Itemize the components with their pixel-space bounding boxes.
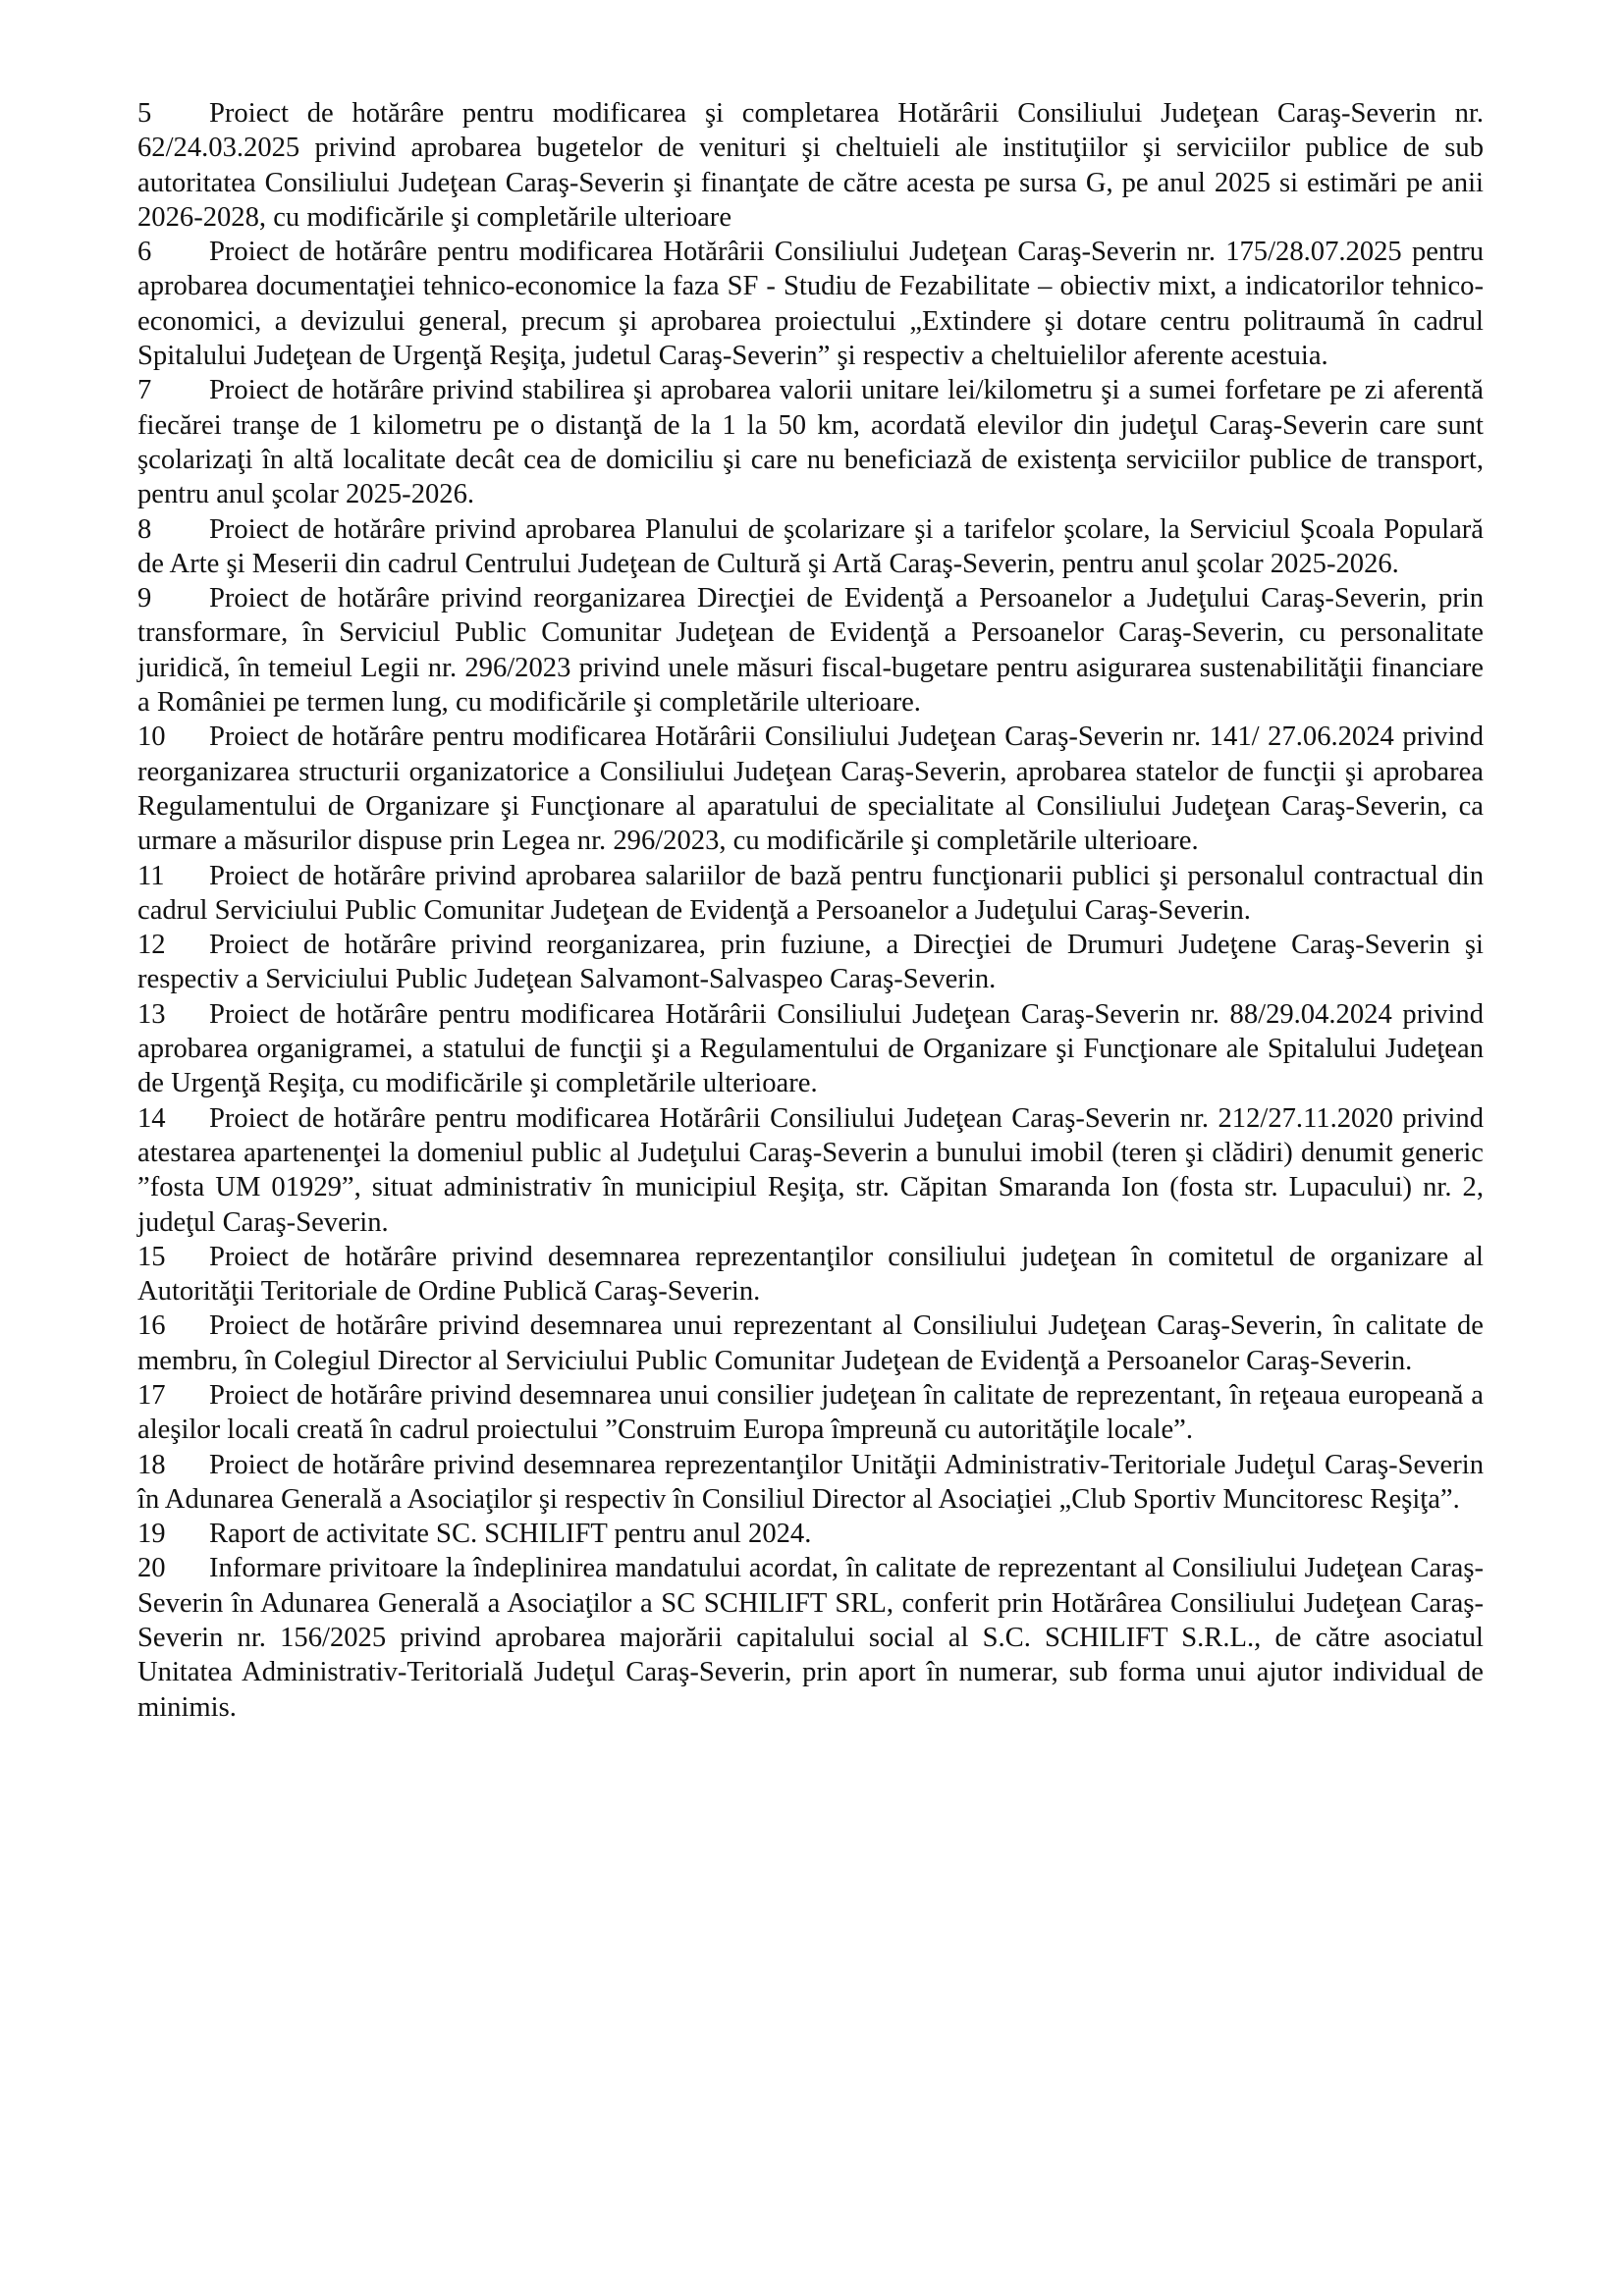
item-number: 8	[137, 513, 152, 545]
item-number: 10	[137, 721, 166, 753]
item-text: Proiect de hotărâre privind stabilirea şi aprobarea valorii unitare lei/kilometru şi a sumei forfetare pe zi aferentă fiecărei tranşe de 1 kilometru pe o distanţă de la 1 la 50 km, acordată elevilor din judeţul Caraş-Severin care sunt şcolarizaţi în altă localitate decât cea de domiciliu şi care nu beneficiază de existenţa serviciilor publice de transport, pentru anul şcolar 2025-2026.	[137, 375, 1484, 510]
item-number: 17	[137, 1379, 166, 1411]
agenda-list	[137, 96, 1484, 1725]
item-number: 11	[137, 860, 165, 891]
agenda-item-15	[137, 1240, 1484, 1309]
item-text: Proiect de hotărâre privind reorganizarea Direcţiei de Evidenţă a Persoanelor a Judeţului Caraş-Severin, prin transformare, în Serviciul Public Comunitar Judeţean de Evidenţă a Persoanelor Caraş-Severin, cu personalitate juridică, în temeiul Legii nr. 296/2023 privind unele măsuri fiscal-bugetare pentru asigurarea sustenabilităţii financiare a României pe termen lung, cu modificările şi completările ulterioare.	[137, 583, 1484, 719]
item-number: 18	[137, 1449, 166, 1480]
item-text: Proiect de hotărâre pentru modificarea Hotărârii Consiliului Judeţean Caraş-Severin nr. 88/29.04.2024 privind aprobarea organigramei, a statului de funcţii şi a Regulamentului de Organizare şi Funcţionare ale Spitalului Judeţean de Urgenţă Reşiţa, cu modificările şi completările ulterioare.	[137, 998, 1484, 1099]
agenda-item-14	[137, 1101, 1484, 1240]
agenda-item-11	[137, 859, 1484, 929]
item-number: 12	[137, 930, 166, 961]
agenda-item-16	[137, 1308, 1484, 1378]
item-text: Proiect de hotărâre privind desemnarea unui consilier judeţean în calitate de reprezentant, în reţeaua europeană a aleşilor locali creată în cadrul proiectului ”Construim Europa împreună cu autorităţile locale”.	[137, 1379, 1484, 1446]
item-text: Proiect de hotărâre privind reorganizarea, prin fuziune, a Direcţiei de Drumuri Judeţene Caraş-Severin şi respectiv a Serviciului Public Judeţean Salvamont-Salvaspeo Caraş-Severin.	[137, 930, 1484, 995]
agenda-item-12	[137, 928, 1484, 997]
item-number: 5	[137, 98, 152, 129]
agenda-item-9	[137, 581, 1484, 720]
agenda-item-19	[137, 1517, 1484, 1551]
item-text: Raport de activitate SC. SCHILIFT pentru anul 2024.	[209, 1519, 812, 1550]
item-text: Proiect de hotărâre pentru modificarea Hotărârii Consiliului Judeţean Caraş-Severin nr. 175/28.07.2025 pentru aprobarea documentaţiei tehnico-economice la faza SF - Studiu de Fezabilitate – obiectiv mixt, a indicatorilor tehnico-economici, a devizului general, precum şi aprobarea proiectului „Extindere şi dotare centru politraumă în cadrul Spitalului Judeţean de Urgenţă Reşiţa, judetul Caraş-Severin” şi respectiv a cheltuielilor aferente acestuia.	[137, 237, 1484, 372]
agenda-item-17	[137, 1378, 1484, 1448]
item-text: Proiect de hotărâre pentru modificarea Hotărârii Consiliului Judeţean Caraş-Severin nr. 141/ 27.06.2024 privind reorganizarea structurii organizatorice a Consiliului Judeţean Caraş-Severin, aprobarea statelor de funcţii şi aprobarea Regulamentului de Organizare şi Funcţionare al aparatului de specialitate al Consiliului Judeţean Caraş-Severin, ca urmare a măsurilor dispuse prin Legea nr. 296/2023, cu modificările şi completările ulterioare.	[137, 721, 1484, 857]
item-number: 15	[137, 1241, 166, 1272]
item-number: 13	[137, 998, 166, 1030]
agenda-item-6	[137, 235, 1484, 373]
item-text: Proiect de hotărâre privind desemnarea reprezentanţilor consiliului judeţean în comitetul de organizare al Autorităţii Teritoriale de Ordine Publică Caraş-Severin.	[137, 1241, 1484, 1308]
agenda-item-8	[137, 512, 1484, 582]
item-number: 20	[137, 1553, 166, 1584]
agenda-item-20	[137, 1551, 1484, 1724]
item-number: 14	[137, 1102, 166, 1134]
item-text: Informare privitoare la îndeplinirea mandatului acordat, în calitate de reprezentant al Consiliului Judeţean Caraş-Severin în Adunarea Generală a Asociaţilor a SC SCHILIFT SRL, conferit prin Hotărârea Consiliului Judeţean Caraş-Severin nr. 156/2025 privind aprobarea majorării capitalului social al S.C. SCHILIFT S.R.L., de către asociatul Unitatea Administrativ-Teritorială Judeţul Caraş-Severin, prin aport în numerar, sub forma unui ajutor individual de minimis.	[137, 1553, 1484, 1723]
item-text: Proiect de hotărâre privind desemnarea reprezentanţilor Unităţii Administrativ-Teritoriale Judeţul Caraş-Severin în Adunarea Generală a Asociaţilor şi respectiv în Consiliul Director al Asociaţiei „Club Sportiv Muncitoresc Reşiţa”.	[137, 1449, 1484, 1515]
item-number: 19	[137, 1519, 166, 1550]
agenda-item-5	[137, 96, 1484, 235]
agenda-item-13	[137, 997, 1484, 1101]
item-text: Proiect de hotărâre pentru modificarea Hotărârii Consiliului Judeţean Caraş-Severin nr. 212/27.11.2020 privind atestarea apartenenţei la domeniul public al Judeţului Caraş-Severin a bunului imobil (teren şi clădiri) denumit generic ”fosta UM 01929”, situat administrativ în municipiul Reşiţa, str. Căpitan Smaranda Ion (fosta str. Lupacului) nr. 2, judeţul Caraş-Severin.	[137, 1102, 1484, 1238]
item-number: 6	[137, 237, 152, 268]
item-number: 9	[137, 583, 152, 614]
item-text: Proiect de hotărâre privind desemnarea unui reprezentant al Consiliului Judeţean Caraş-Severin, în calitate de membru, în Colegiul Director al Serviciului Public Comunitar Judeţean de Evidenţă a Persoanelor Caraş-Severin.	[137, 1310, 1484, 1376]
item-text: Proiect de hotărâre privind aprobarea salariilor de bază pentru funcţionarii publici şi personalul contractual din cadrul Serviciului Public Comunitar Judeţean de Evidenţă a Persoanelor a Judeţului Caraş-Severin.	[137, 860, 1484, 926]
item-text: Proiect de hotărâre privind aprobarea Planului de şcolarizare şi a tarifelor şcolare, la Serviciul Şcoala Populară de Arte şi Meserii din cadrul Centrului Judeţean de Cultură şi Artă Caraş-Severin, pentru anul şcolar 2025-2026.	[137, 513, 1484, 579]
agenda-item-10	[137, 720, 1484, 858]
item-number: 16	[137, 1310, 166, 1342]
agenda-item-7	[137, 373, 1484, 511]
agenda-item-18	[137, 1448, 1484, 1518]
item-number: 7	[137, 375, 152, 406]
item-text: Proiect de hotărâre pentru modificarea şi completarea Hotărârii Consiliului Judeţean Caraş-Severin nr. 62/24.03.2025 privind aprobarea bugetelor de venituri şi cheltuieli ale instituţiilor şi serviciilor publice de sub autoritatea Consiliului Judeţean Caraş-Severin şi finanţate de către acesta pe sursa G, pe anul 2025 si estimări pe anii 2026-2028, cu modificările şi completările ulterioare	[137, 98, 1484, 233]
